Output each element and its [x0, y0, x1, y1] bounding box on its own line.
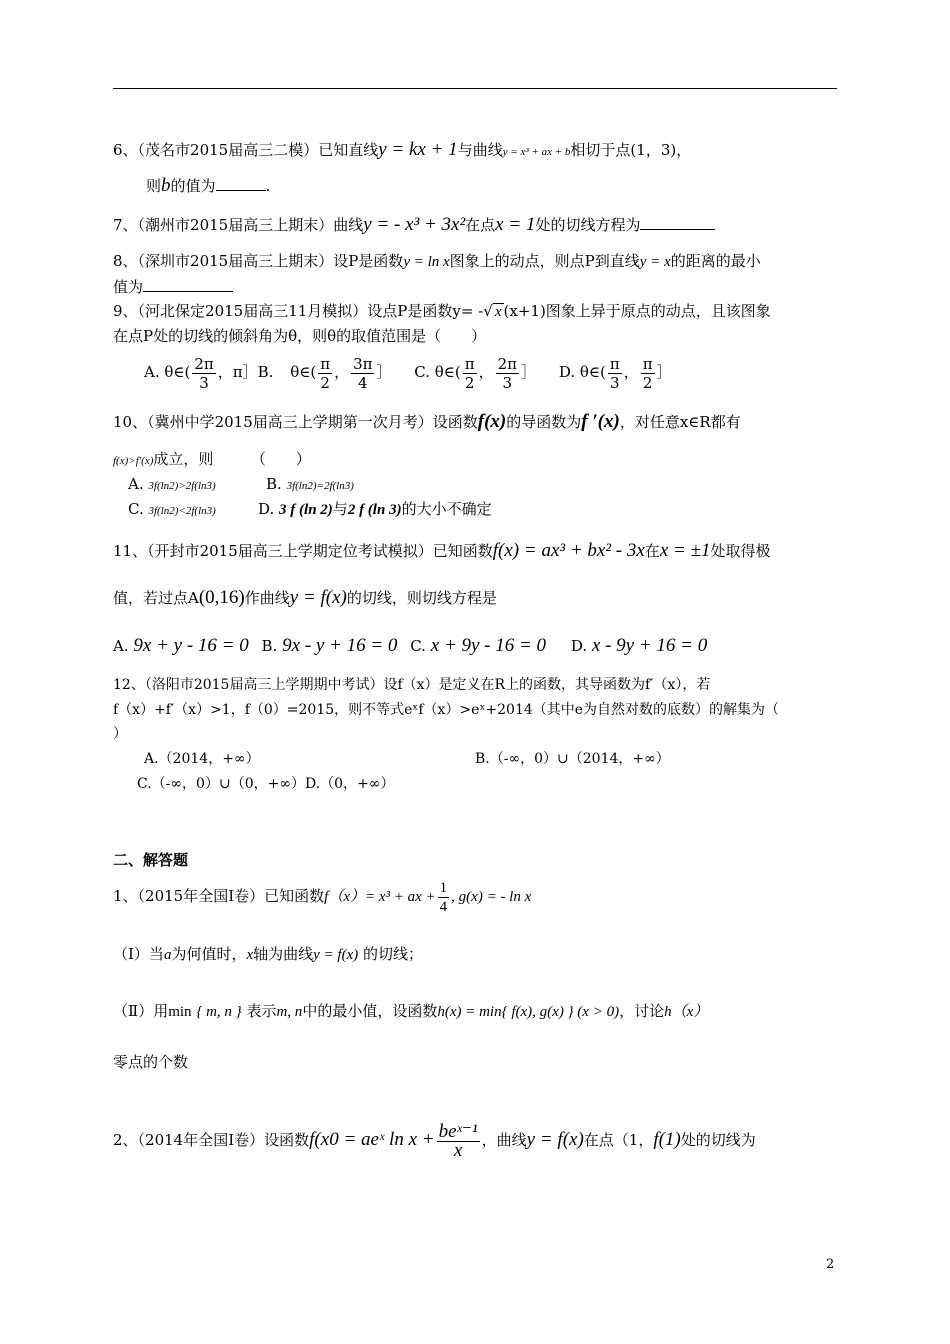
p1-part2-suffix: ，讨论	[619, 1002, 665, 1020]
q9-c-den2: 3	[502, 373, 513, 392]
q10-option-d-end: 的大小不确定	[401, 500, 492, 518]
p2-frac-num: beˣ⁻¹	[438, 1120, 478, 1142]
p1-fraction	[438, 879, 450, 916]
p2-function-pre: f(x0 = aeˣ ln x +	[309, 1129, 435, 1150]
p1-part1-mid: 为何值时，	[171, 945, 247, 963]
p1-part2-min: min	[168, 1004, 192, 1020]
q10-condition-suffix: 成立，则 （ ）	[153, 450, 311, 468]
q7-curve-equation: y = - x³ + 3x²	[363, 214, 466, 235]
p2-curve: y = f(x)	[526, 1129, 584, 1150]
q9-option-c-end: ］	[521, 363, 537, 381]
question-6-line-1	[113, 140, 691, 162]
q8-text: 8、（深圳市2015届高三上期末）设P是函数	[113, 252, 404, 270]
q6-line2-end: .	[265, 177, 271, 195]
page-number: 2	[826, 1257, 835, 1272]
q10-option-d-label: D.	[258, 500, 275, 518]
q11-option-b-label: B.	[261, 637, 278, 655]
q9-option-d-frac2	[641, 355, 655, 392]
p1-part1-suffix: 的切线；	[363, 945, 424, 963]
q9-a-den: 3	[199, 373, 209, 392]
q9-option-b-frac1	[318, 355, 332, 392]
p2-f1: f(1)	[653, 1129, 681, 1150]
problem-2-line-1	[113, 1120, 756, 1164]
header-rule	[113, 88, 837, 89]
question-10-options-cd	[128, 499, 492, 521]
q11-text-mid: 在	[644, 542, 660, 560]
q12-line3: ）	[113, 726, 127, 742]
q11-option-c-label: C.	[410, 637, 426, 655]
q12-line2: f（x）+f′（x）>1，f（0）=2015，则不等式eˣf（x）>eˣ+2014（其中e为自然对数的底数）的解集为（	[113, 702, 780, 718]
q7-answer-blank	[640, 214, 715, 230]
p2-text-mid: ，曲线	[481, 1131, 527, 1149]
q11-x-value: x = ±1	[659, 540, 711, 561]
section-title	[113, 850, 188, 870]
p1-function-post: , g(x) = - ln x	[451, 889, 532, 905]
question-11-line-2	[113, 588, 497, 608]
p1-part1-curve: y = f(x)	[313, 947, 359, 963]
p1-frac-num: 1	[439, 879, 448, 896]
q11-option-d: x - 9y + 16 = 0	[591, 635, 708, 656]
q8-line2: 值为	[113, 278, 144, 296]
q6-var-b: b	[161, 175, 171, 196]
q8-function: y = ln x	[403, 254, 450, 270]
question-10-options-ab	[128, 474, 354, 496]
q11-text-suffix: 处取得极	[710, 542, 771, 560]
q10-option-a-label: A.	[128, 475, 144, 493]
q11-option-c: x + 9y - 16 = 0	[430, 635, 547, 656]
q9-c-den1: 2	[464, 373, 475, 392]
q11-line2-prefix: 值，若过点A	[113, 589, 199, 607]
q6-text-mid: 与曲线	[457, 141, 503, 159]
q10-condition: f(x)>f′(x)	[113, 455, 154, 467]
q8-text-suffix: 的距离的最小	[670, 252, 761, 270]
question-9-line-2	[113, 326, 486, 346]
q9-option-d-label: D. θ∈(	[558, 363, 606, 381]
q11-line2-mid: 作曲线	[244, 589, 290, 607]
q12-option-b: B.（-∞，0）∪（2014，+∞）	[475, 751, 670, 767]
q6-line2-prefix: 则	[146, 177, 162, 195]
p1-part1-a: a	[163, 947, 172, 963]
q6-line2-suffix: 的值为	[170, 177, 216, 195]
q9-option-b-label: θ∈(	[290, 363, 317, 381]
q12-line1: 12、（洛阳市2015届高三上学期期中考试）设f（x）是定义在R上的函数，其导函数为f′（x），若	[113, 677, 711, 693]
p1-part2-hx: h（x）	[664, 1004, 709, 1020]
q9-option-c-frac1	[463, 355, 477, 392]
q10-text-suffix: ，对任意x∈R都有	[619, 413, 741, 431]
q10-option-c: 3f(ln2)<2f(ln3)	[148, 505, 216, 517]
q10-option-b	[266, 474, 354, 496]
q11-option-b: 9x - y + 16 = 0	[282, 635, 398, 656]
q11-function: f(x) = ax³ + bx² - 3x	[492, 540, 645, 561]
q9-option-d-end: ］	[656, 363, 672, 381]
question-12-option-a	[144, 749, 260, 769]
question-12-options-cd	[137, 774, 394, 794]
problem-1-part-2	[113, 1001, 708, 1022]
q7-text: 7、（潮州市2015届高三上期末）曲线	[113, 216, 364, 234]
q10-option-d-expr1: 3 f (ln 2)	[279, 502, 333, 518]
p1-frac-den: 4	[439, 898, 448, 915]
q6-curve-equation: y = x³ + ax + b	[502, 146, 571, 158]
q10-option-d-expr2: 2 f (ln 3)	[347, 502, 402, 518]
q9-option-a-mid: ，π］B.	[217, 363, 274, 381]
q10-option-a: 3f(ln2)>2f(ln3)	[148, 480, 216, 492]
question-8-line-2	[113, 276, 233, 297]
q8-text-mid: 图象上的动点，则点P到直线	[449, 252, 640, 270]
problem-1-part-3	[113, 1052, 188, 1072]
q9-d-num2: π	[642, 354, 653, 373]
question-6-line-2	[146, 175, 270, 196]
question-10-line-1	[113, 412, 741, 432]
problem-1-part-1	[113, 944, 423, 965]
q11-text: 11、（开封市2015届高三上学期定位考试模拟）已知函数	[113, 542, 493, 560]
p1-part2-h: h(x) = min{ f(x), g(x) } (x > 0)	[437, 1004, 620, 1020]
q11-curve: y = f(x)	[289, 587, 347, 608]
q11-point: (0,16)	[198, 587, 245, 608]
q9-b-num2: 3π	[353, 354, 373, 373]
question-12-option-b	[475, 749, 670, 769]
q10-function: f(x)	[477, 411, 507, 432]
q8-answer-blank	[143, 276, 233, 292]
q10-option-d-mid: 与	[332, 500, 348, 518]
p1-part2-mid2: 中的最小值，设函数	[302, 1002, 438, 1020]
p1-function-pre: f（x）= x³ + ax +	[324, 889, 436, 905]
q10-option-b-text: 3f(ln2)=2f(ln3)	[286, 480, 354, 492]
q9-c-num2: 2π	[497, 354, 518, 373]
q9-b-den1: 2	[320, 373, 330, 392]
question-10-line-2	[113, 449, 311, 471]
q12-option-a: A.（2014，+∞）	[144, 751, 260, 767]
q9-option-c-label: C. θ∈(	[414, 363, 461, 381]
q9-option-c-frac2	[496, 355, 519, 392]
q9-c-num1: π	[464, 354, 475, 373]
q9-d-den1: 3	[610, 373, 620, 392]
q9-option-b-end: ］	[376, 363, 392, 381]
q9-text: 9、（河北保定2015届高三11月模拟）设点P是函数y= -	[113, 302, 484, 320]
q9-a-num: 2π	[194, 354, 214, 373]
p1-part2-mid: 表示	[246, 1002, 277, 1020]
q9-option-b-frac2	[351, 355, 374, 392]
q11-option-d-label: D.	[570, 637, 588, 655]
p1-part2-set: { m, n }	[196, 1004, 242, 1020]
q7-text-suffix: 处的切线方程为	[535, 216, 641, 234]
q6-answer-blank	[216, 175, 266, 191]
p1-part1-mid2: 轴为曲线	[253, 945, 314, 963]
q11-line2-suffix: 的切线，则切线方程是	[346, 589, 497, 607]
p1-part1-prefix: （Ⅰ）当	[113, 945, 164, 963]
q9-d-num1: π	[609, 354, 620, 373]
q9-option-a-frac	[192, 355, 215, 392]
q9-text-suffix: (x+1)图象上异于原点的动点，且该图象	[503, 302, 771, 320]
q9-option-a-label: A. θ∈(	[144, 363, 191, 381]
question-11-line-1	[113, 541, 771, 561]
q8-line: y = x	[639, 254, 671, 270]
question-12-line-2	[113, 700, 779, 720]
q10-text-mid: 的导函数为	[506, 413, 582, 431]
q11-option-a-label: A.	[113, 637, 129, 655]
p2-text-mid2: 在点（1，	[583, 1131, 654, 1149]
q10-derivative: f ′(x)	[581, 411, 620, 432]
q10-text: 10、（冀州中学2015届高三上学期第一次月考）设函数	[113, 413, 478, 431]
problem-1-line-1	[113, 876, 531, 918]
q6-line-equation: y = kx + 1	[378, 139, 458, 160]
p1-part2-mn: m, n	[276, 1004, 303, 1020]
q6-text: 6、（茂名市2015届高三二模）已知直线	[113, 141, 379, 159]
q9-line2: 在点P处的切线的倾斜角为θ，则θ的取值范围是（ ）	[113, 327, 487, 345]
q7-text-mid: 在点	[465, 216, 496, 234]
q6-text-suffix: 相切于点(1，3)，	[570, 141, 692, 159]
p1-part1-x: x	[246, 947, 254, 963]
question-12-line-3	[113, 724, 127, 744]
question-8-line-1	[113, 251, 761, 272]
p2-text-suffix: 处的切线为	[680, 1131, 756, 1149]
question-11-options	[113, 636, 707, 656]
q9-option-d-frac1	[608, 355, 622, 392]
section-title-text: 二、解答题	[113, 851, 189, 869]
q10-option-b-label: B.	[266, 475, 282, 493]
question-7	[113, 214, 715, 235]
q9-d-den2: 2	[642, 373, 653, 392]
question-9-options: A. θ∈( $\frac{2\pi}{3}$ ，π］B. θ∈( $\frac{\pi}{2}$ ， $\frac{3\pi}{4}$ ］ C. θ∈( $\frac{\pi}{2}$ ， $\frac{2\pi}{3}$ ］ D. θ∈( $\frac{\pi}{3}$ ， $\frac{\pi}{2}$ ］	[144, 354, 672, 392]
p2-frac-den: x	[453, 1139, 463, 1161]
q7-point: x = 1	[495, 214, 536, 235]
q12-option-cd: C.（-∞，0）∪（0，+∞）D.（0，+∞）	[137, 776, 395, 792]
question-12-line-1	[113, 675, 710, 695]
question-9-line-1: 9、（河北保定2015届高三11月模拟）设点P是函数y= -√ x (x+1)图象上异于原点的动点，且该图象	[113, 302, 771, 320]
q9-b-den2: 4	[358, 373, 368, 392]
p1-text: 1、（2015年全国Ⅰ卷）已知函数	[113, 887, 325, 905]
p1-part3: 零点的个数	[113, 1053, 189, 1071]
q10-option-c-label: C.	[128, 500, 144, 518]
q10-option-d	[258, 499, 492, 520]
q11-option-a: 9x + y - 16 = 0	[133, 635, 249, 656]
p1-part2-prefix: （Ⅱ）用	[113, 1002, 169, 1020]
q9-sqrt-x: x	[494, 304, 502, 320]
p2-text: 2、（2014年全国Ⅰ卷）设函数	[113, 1131, 310, 1149]
q9-b-num1: π	[320, 354, 331, 373]
p2-fraction	[437, 1120, 480, 1161]
